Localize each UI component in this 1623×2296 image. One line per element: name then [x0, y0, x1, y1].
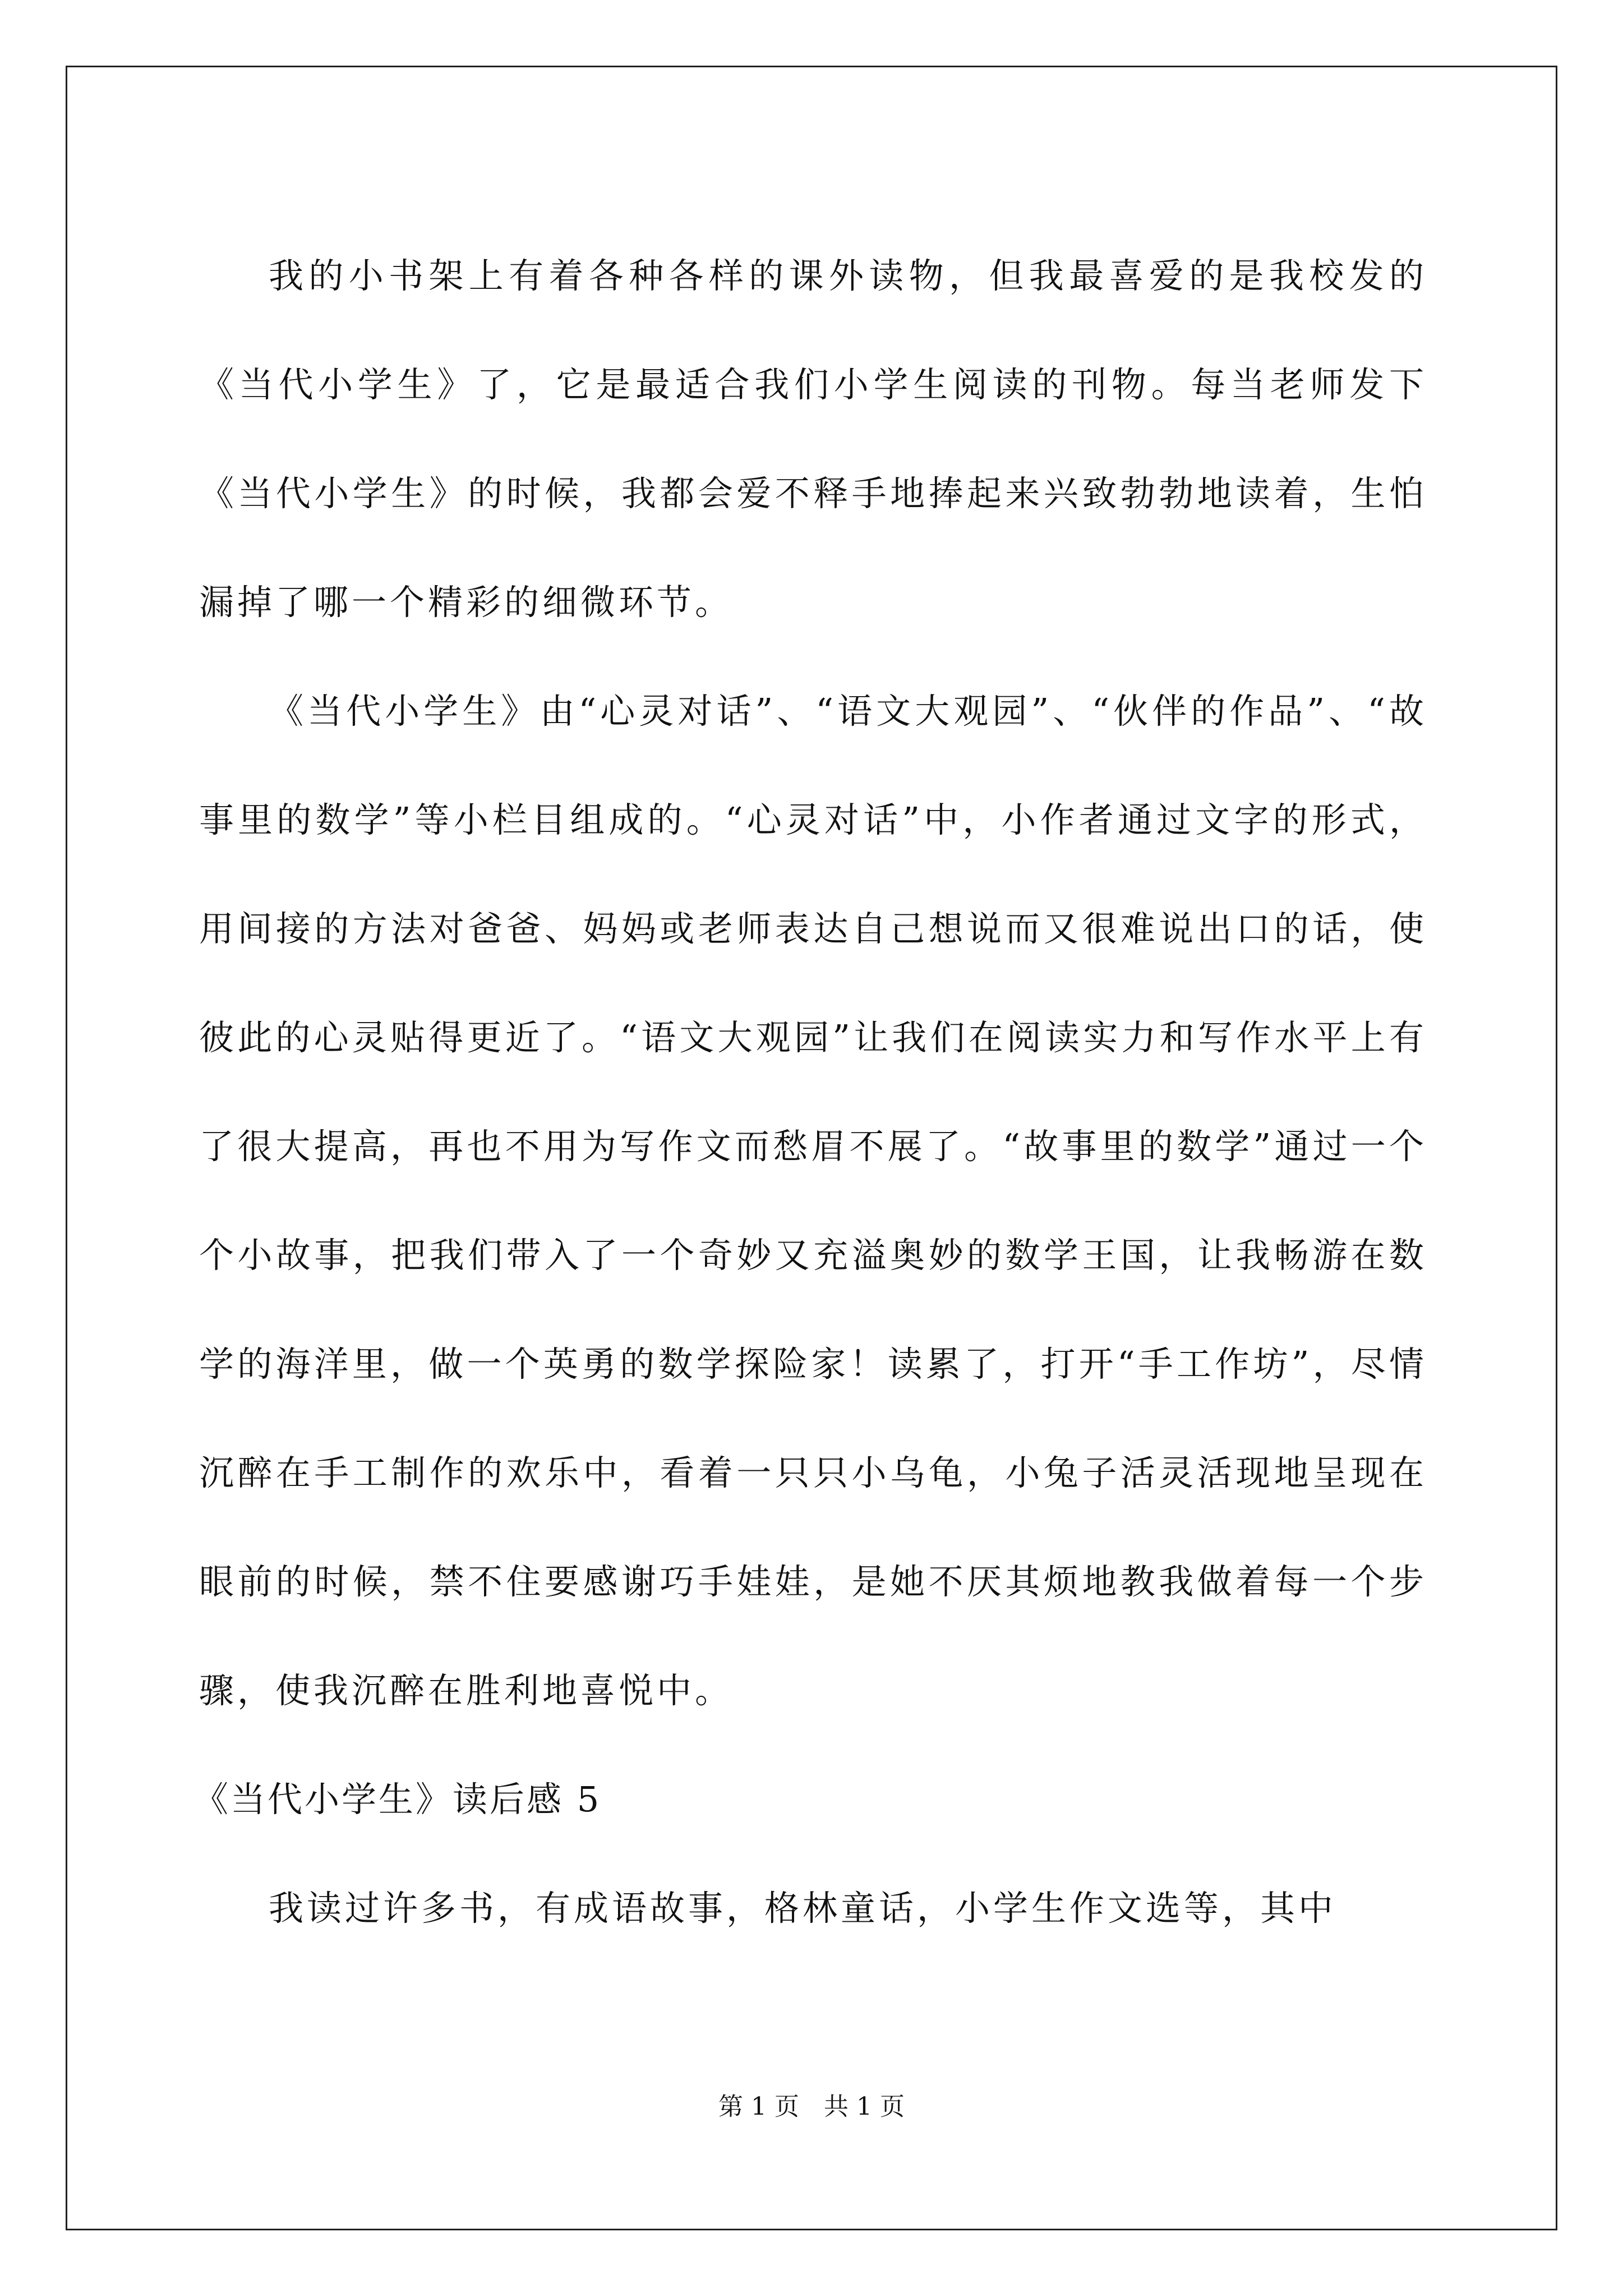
paragraph-2: 《当代小学生》由“心灵对话”、“语文大观园”、“伙伴的作品”、“故事里的数学”等小栏目组成的。“心灵对话”中，小作者通过文字的形式，用间接的方法对爸爸、妈妈或老师表达自己想说而又很难说出口的话，使彼此的心灵贴得更近了。“语文大观园”让我们在阅读实力和写作水平上有了很大提高，再也不用为写作文而愁眉不展了。“故事里的数学”通过一个个小故事，把我们带入了一个奇妙又充溢奥妙的数学王国，让我畅游在数学的海洋里，做一个英勇的数学探险家！读累了，打开“手工作坊”，尽情沉醉在手工制作的欢乐中，看着一只只小乌龟，小兔子活灵活现地呈现在眼前的时候，禁不住要感谢巧手娃娃，是她不厌其烦地教我做着每一个步骤，使我沉醉在胜利地喜悦中。 [199, 691, 1427, 1711]
section-heading: 《当代小学生》读后感 5 [193, 1779, 602, 1820]
page-footer: 第 1 页 共 1 页 [718, 2092, 905, 2121]
paragraph-1: 我的小书架上有着各种各样的课外读物，但我最喜爱的是我校发的《当代小学生》了，它是最适合我们小学生阅读的刊物。每当老师发下《当代小学生》的时候，我都会爱不释手地捧起来兴致勃勃地读着，生怕漏掉了哪一个精彩的细微环节。 [199, 255, 1427, 623]
paragraph-3: 我读过许多书，有成语故事，格林童话，小学生作文选等，其中 [269, 1888, 1337, 1929]
document-body [193, 222, 1427, 1963]
